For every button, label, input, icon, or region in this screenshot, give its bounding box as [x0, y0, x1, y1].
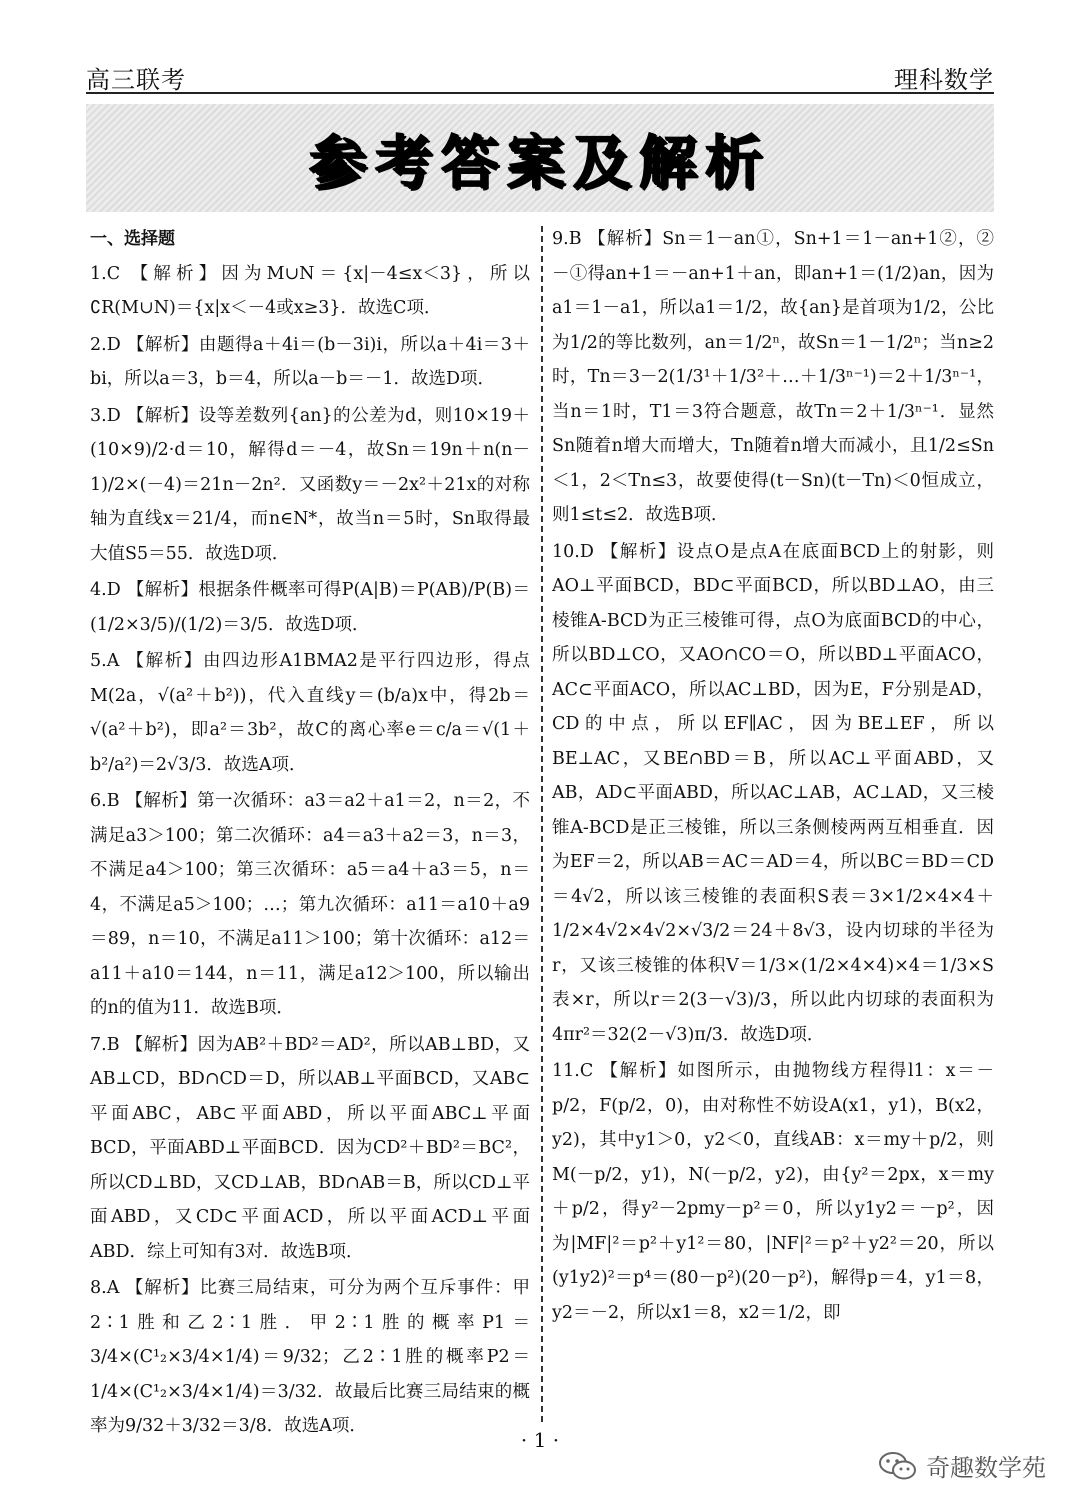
answer-item-9: 9.B 【解析】Sn＝1－an①，Sn+1＝1－an+1②，②－①得an+1＝－an+1＋an，即an+1＝(1/2)an，因为a1＝1－a1，所以a1＝1/2，故{an}是首项为1/2，公比为1/2的等比数列，an＝1/2ⁿ，故Sn＝1－1/2ⁿ；当n≥2时，Tn＝3－2(1/3¹＋1/3²＋…＋1/3ⁿ⁻¹)＝2＋1/3ⁿ⁻¹，当n＝1时，T1＝3符合题意，故Tn＝2＋1/3ⁿ⁻¹．显然Sn随着n增大而增大，Tn随着n增大而减小，且1/2≤Sn＜1，2＜Tn≤3，故要使得(t－Sn)(t－Tn)＜0恒成立，则1≤t≤2．故选B项．	[552, 229, 994, 525]
page-number: · 1 ·	[520, 1428, 560, 1452]
answer-item-2: 2.D 【解析】由题得a＋4i＝(b－3i)i，所以a＋4i＝3＋bi，所以a＝3，b＝4，所以a－b＝－1．故选D项．	[90, 334, 530, 389]
left-column	[90, 222, 530, 1446]
answer-item-8: 8.A 【解析】比赛三局结束，可分为两个互斥事件：甲2∶1胜和乙2∶1胜．甲2∶1胜的概率P1＝3/4×(C¹₂×3/4×1/4)＝9/32；乙2∶1胜的概率P2＝1/4×(C¹₂×3/4×1/4)＝3/32．故最后比赛三局结束的概率为9/32＋3/32＝3/8．故选A项．	[90, 1278, 530, 1436]
right-column	[552, 222, 994, 1332]
page-header	[86, 58, 994, 94]
header-left-title: 高三联考	[86, 66, 186, 94]
watermark	[878, 1448, 1046, 1483]
answer-item-5: 5.A 【解析】由四边形A1BMA2是平行四边形，得点M(2a，√(a²＋b²))，代入直线y＝(b/a)x中，得2b＝√(a²＋b²)，即a²＝3b²，故C的离心率e＝c/a＝√(1＋b²/a²)＝2√3/3．故选A项．	[90, 651, 530, 775]
answer-item-4: 4.D 【解析】根据条件概率可得P(A|B)＝P(AB)/P(B)＝(1/2×3/5)/(1/2)＝3/5．故选D项．	[90, 580, 530, 635]
wechat-icon	[878, 1451, 918, 1481]
page-title: 参考答案及解析	[308, 129, 771, 197]
answer-item-6: 6.B 【解析】第一次循环：a3＝a2＋a1＝2，n＝2，不满足a3＞100；第二次循环：a4＝a3＋a2＝3，n＝3，不满足a4＞100；第三次循环：a5＝a4＋a3＝5，n＝4，不满足a5＞100；…；第九次循环：a11＝a10＋a9＝89，n＝10，不满足a11＞100；第十次循环：a12＝a11＋a10＝144，n＝11，满足a12＞100，所以输出的n的值为11．故选B项．	[90, 791, 530, 1018]
column-divider	[541, 226, 543, 1422]
section-heading: 一、选择题	[90, 229, 175, 249]
answer-item-11: 11.C 【解析】如图所示，由抛物线方程得l1：x＝－p/2，F(p/2，0)，由对称性不妨设A(x1，y1)，B(x2，y2)，其中y1＞0，y2＜0，直线AB：x＝my＋p/2，则M(－p/2，y1)，N(－p/2，y2)，由{y²＝2px，x＝my＋p/2，得y²－2pmy－p²＝0，所以y1y2＝－p²，因为|MF|²＝p²＋y1²＝80，|NF|²＝p²＋y2²＝20，所以(y1y2)²＝p⁴＝(80－p²)(20－p²)，解得p＝4，y1＝8，y2＝－2，所以x1＝8，x2＝1/2，即	[552, 1061, 994, 1323]
title-banner	[86, 104, 994, 212]
answer-item-3: 3.D 【解析】设等差数列{an}的公差为d，则10×19＋(10×9)/2·d＝10，解得d＝－4，故Sn＝19n＋n(n－1)/2×(－4)＝21n－2n²．又函数y＝－2x²＋21x的对称轴为直线x＝21/4，而n∈N*，故当n＝5时，Sn取得最大值S5＝55．故选D项．	[90, 405, 530, 564]
answer-item-1: 1.C 【解析】因为M∪N＝{x|－4≤x＜3}，所以∁R(M∪N)＝{x|x＜－4或x≥3}．故选C项．	[90, 263, 530, 318]
answer-item-7: 7.B 【解析】因为AB²＋BD²＝AD²，所以AB⊥BD，又AB⊥CD，BD∩CD＝D，所以AB⊥平面BCD，又AB⊂平面ABC，AB⊂平面ABD，所以平面ABC⊥平面BCD，平面ABD⊥平面BCD．因为CD²＋BD²＝BC²，所以CD⊥BD，又CD⊥AB，BD∩AB＝B，所以CD⊥平面ABD，又CD⊂平面ACD，所以平面ACD⊥平面ABD．综上可知有3对．故选B项．	[90, 1034, 530, 1262]
watermark-text: 奇趣数学苑	[926, 1454, 1046, 1482]
header-right-title: 理科数学	[894, 66, 994, 94]
answer-item-10: 10.D 【解析】设点O是点A在底面BCD上的射影，则AO⊥平面BCD，BD⊂平面BCD，所以BD⊥AO，由三棱锥A-BCD为正三棱锥可得，点O为底面BCD的中心，所以BD⊥CO，又AO∩CO＝O，所以BD⊥平面ACO，AC⊂平面ACO，所以AC⊥BD，因为E，F分别是AD，CD的中点，所以EF∥AC，因为BE⊥EF，所以BE⊥AC，又BE∩BD＝B，所以AC⊥平面ABD，又AB，AD⊂平面ABD，所以AC⊥AB，AC⊥AD，又三棱锥A-BCD是正三棱锥，所以三条侧棱两两互相垂直．因为EF＝2，所以AB＝AC＝AD＝4，所以BC＝BD＝CD＝4√2，所以该三棱锥的表面积S表＝3×1/2×4×4＋1/2×4√2×4√2×√3/2＝24＋8√3，设内切球的半径为r，又该三棱锥的体积V＝1/3×(1/2×4×4)×4＝1/3×S表×r，所以r＝2(3－√3)/3，所以此内切球的表面积为4πr²＝32(2－√3)π/3．故选D项．	[552, 541, 994, 1045]
